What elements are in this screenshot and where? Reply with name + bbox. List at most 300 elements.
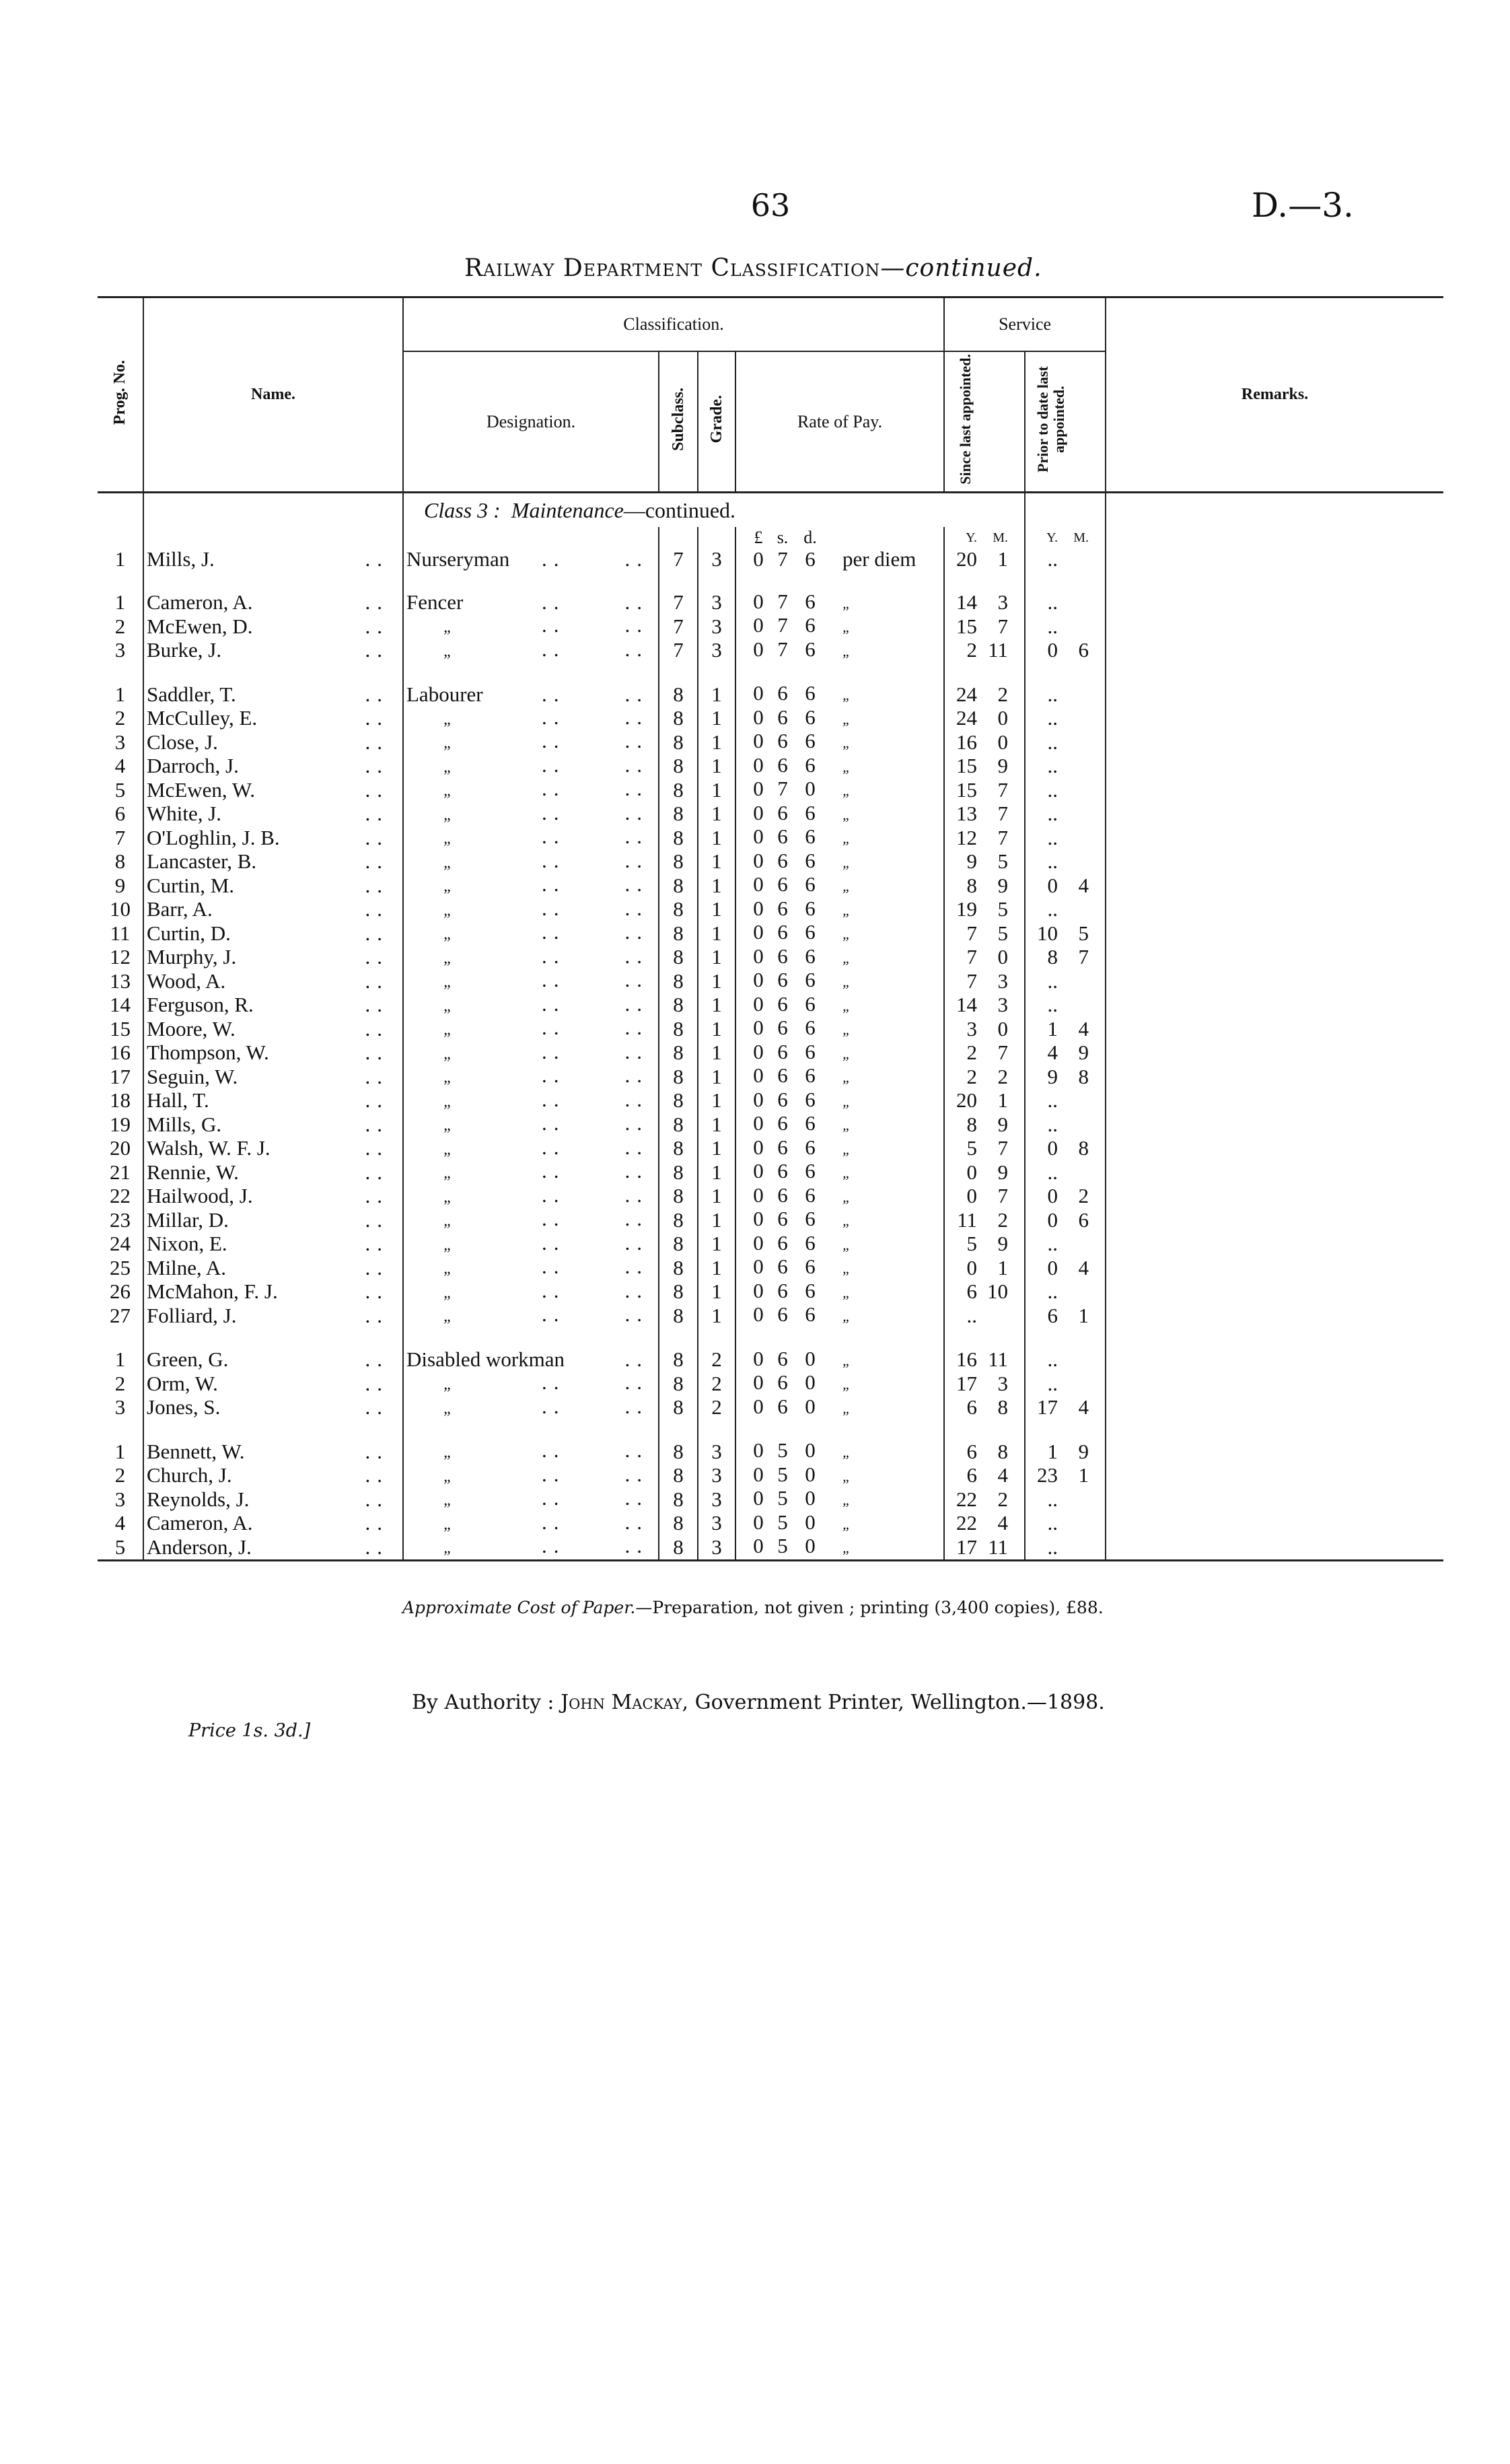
since-last-appointed: 14 3 — [944, 591, 1025, 615]
prog-no: 26 — [110, 1279, 131, 1303]
rate-of-pay: 0 6 6 „ — [735, 1089, 944, 1113]
since-last-appointed: 19 5 — [944, 898, 1025, 922]
grade: 3 — [698, 549, 735, 571]
prog-no: 8 — [114, 849, 126, 873]
subclass: 8 — [659, 1304, 698, 1328]
remarks — [1106, 778, 1443, 802]
remarks — [1106, 1372, 1443, 1396]
prior-to-date: .. — [1025, 826, 1106, 850]
page-title-continued: —continued. — [880, 254, 1042, 282]
subclass: 8 — [659, 1512, 698, 1536]
designation: „ .. .. — [403, 1232, 659, 1257]
subclass: 7 — [659, 591, 698, 615]
table-row — [98, 874, 1443, 898]
prog-no: 18 — [110, 1088, 131, 1112]
prior-to-date: 0 6 — [1025, 639, 1106, 663]
table-row — [98, 778, 1443, 802]
grade: 1 — [698, 1160, 735, 1185]
rate-of-pay: 0 6 6 „ — [735, 707, 944, 731]
subclass: 8 — [659, 1535, 698, 1560]
since-last-appointed: 24 0 — [944, 707, 1025, 731]
grade: 3 — [698, 1464, 735, 1488]
employee-name: Church, J. .. — [143, 1464, 403, 1488]
rate-of-pay: 0 5 0 „ — [735, 1487, 944, 1512]
since-last-appointed: 12 7 — [944, 826, 1025, 850]
col-service: Service — [944, 297, 1106, 352]
subclass: 8 — [659, 946, 698, 970]
remarks — [1106, 1256, 1443, 1280]
table-row — [98, 921, 1443, 946]
prior-to-date: .. — [1025, 969, 1106, 993]
employee-name: Orm, W. .. — [143, 1372, 403, 1396]
grade: 3 — [698, 1487, 735, 1512]
classification-table — [98, 296, 1443, 1561]
rate-of-pay: 0 7 0 „ — [735, 778, 944, 802]
designation: „ .. .. — [403, 826, 659, 850]
prog-no: 13 — [110, 969, 131, 993]
table-row — [98, 1160, 1443, 1185]
since-last-appointed: 15 7 — [944, 778, 1025, 802]
table-row — [98, 802, 1443, 826]
since-last-appointed: 20 1 — [944, 549, 1025, 571]
prior-to-date: .. — [1025, 1348, 1106, 1372]
prior-to-date: 0 6 — [1025, 1208, 1106, 1232]
group-spacer — [98, 1328, 1443, 1348]
designation: „ .. .. — [403, 1464, 659, 1488]
grade: 1 — [698, 874, 735, 898]
employee-name: Curtin, M. .. — [143, 874, 403, 898]
since-last-appointed: .. — [944, 1304, 1025, 1328]
prog-no: 25 — [110, 1256, 131, 1279]
prior-to-date: .. — [1025, 1089, 1106, 1113]
subclass: 8 — [659, 1065, 698, 1089]
since-last-appointed: 13 7 — [944, 802, 1025, 826]
prior-to-date: .. — [1025, 1280, 1106, 1304]
remarks — [1106, 993, 1443, 1018]
prior-to-date: 6 1 — [1025, 1304, 1106, 1328]
designation: „ .. .. — [403, 778, 659, 802]
rate-of-pay: 0 6 6 „ — [735, 1280, 944, 1304]
since-last-appointed: 6 10 — [944, 1280, 1025, 1304]
prog-no: 2 — [114, 706, 126, 730]
rate-of-pay: 0 6 6 „ — [735, 1232, 944, 1257]
rate-of-pay: 0 6 6 „ — [735, 1185, 944, 1209]
employee-name: Darroch, J. .. — [143, 754, 403, 779]
rate-of-pay: 0 5 0 „ — [735, 1464, 944, 1488]
table-row — [98, 614, 1443, 639]
table-row — [98, 1232, 1443, 1257]
since-last-appointed: 17 11 — [944, 1535, 1025, 1560]
table-row — [98, 707, 1443, 731]
subclass: 8 — [659, 826, 698, 850]
rate-of-pay: 0 7 6 „ — [735, 591, 944, 615]
table-row — [98, 682, 1443, 707]
prog-no: 5 — [114, 778, 126, 802]
subclass: 8 — [659, 993, 698, 1018]
since-last-appointed: 16 0 — [944, 730, 1025, 754]
prog-no: 7 — [114, 826, 126, 849]
table-row — [98, 993, 1443, 1018]
designation: „ .. .. — [403, 614, 659, 639]
subclass: 8 — [659, 921, 698, 946]
employee-name: O'Loghlin, J. B. .. — [143, 826, 403, 850]
rate-of-pay: 0 6 6 „ — [735, 946, 944, 970]
prog-no: 4 — [114, 1511, 126, 1535]
rate-of-pay: 0 6 6 „ — [735, 1041, 944, 1065]
grade: 1 — [698, 1041, 735, 1065]
grade: 2 — [698, 1396, 735, 1420]
remarks — [1106, 1512, 1443, 1536]
prior-to-date: .. — [1025, 778, 1106, 802]
grade: 3 — [698, 1535, 735, 1560]
remarks — [1106, 1017, 1443, 1041]
rate-of-pay: 0 6 6 „ — [735, 969, 944, 993]
prior-to-date: 17 4 — [1025, 1396, 1106, 1420]
subclass: 8 — [659, 1017, 698, 1041]
employee-name: Mills, J. .. — [143, 549, 403, 571]
table-row — [98, 969, 1443, 993]
since-last-appointed: 6 8 — [944, 1396, 1025, 1420]
grade: 1 — [698, 682, 735, 707]
table-row — [98, 1208, 1443, 1232]
employee-name: Walsh, W. F. J. .. — [143, 1137, 403, 1161]
prior-to-date: .. — [1025, 591, 1106, 615]
remarks — [1106, 946, 1443, 970]
prior-to-date: .. — [1025, 1487, 1106, 1512]
remarks — [1106, 754, 1443, 779]
col-since-last-appointed: Since last appointed. — [944, 351, 1025, 493]
rate-of-pay: 0 6 6 „ — [735, 1256, 944, 1280]
prior-to-date: .. — [1025, 1160, 1106, 1185]
subclass: 8 — [659, 1208, 698, 1232]
designation: „ .. .. — [403, 1535, 659, 1560]
prog-no: 11 — [110, 921, 131, 945]
employee-name: McCulley, E. .. — [143, 707, 403, 731]
rate-of-pay: 0 6 6 „ — [735, 898, 944, 922]
table-row — [98, 549, 1443, 571]
employee-name: Seguin, W. .. — [143, 1065, 403, 1089]
prog-no: 24 — [110, 1232, 131, 1255]
prior-to-date: 4 9 — [1025, 1041, 1106, 1065]
since-last-appointed: 5 9 — [944, 1232, 1025, 1257]
designation: Labourer .. .. — [403, 682, 659, 707]
grade: 3 — [698, 591, 735, 615]
subclass: 8 — [659, 1041, 698, 1065]
prior-to-date: .. — [1025, 1372, 1106, 1396]
grade: 3 — [698, 614, 735, 639]
designation: „ .. .. — [403, 1208, 659, 1232]
table-row — [98, 639, 1443, 663]
prog-no: 4 — [114, 754, 126, 777]
col-rate-of-pay: Rate of Pay. — [735, 351, 944, 493]
subclass: 8 — [659, 874, 698, 898]
designation: „ .. .. — [403, 850, 659, 874]
designation: „ .. .. — [403, 1487, 659, 1512]
rate-of-pay: 0 6 6 „ — [735, 993, 944, 1018]
prog-no: 22 — [110, 1184, 131, 1207]
remarks — [1106, 1464, 1443, 1488]
subclass: 8 — [659, 730, 698, 754]
grade: 1 — [698, 778, 735, 802]
rate-of-pay: 0 6 6 „ — [735, 1017, 944, 1041]
remarks — [1106, 614, 1443, 639]
since-last-appointed: 17 3 — [944, 1372, 1025, 1396]
since-last-appointed: 2 11 — [944, 639, 1025, 663]
grade: 1 — [698, 1113, 735, 1137]
subclass: 8 — [659, 1487, 698, 1512]
designation: „ .. .. — [403, 1280, 659, 1304]
designation: „ .. .. — [403, 1017, 659, 1041]
rate-of-pay: 0 6 6 „ — [735, 1208, 944, 1232]
prior-to-date: .. — [1025, 614, 1106, 639]
grade: 1 — [698, 1208, 735, 1232]
employee-name: Green, G. .. — [143, 1348, 403, 1372]
designation: „ .. .. — [403, 1440, 659, 1464]
since-last-appointed: 5 7 — [944, 1137, 1025, 1161]
pay-units: £ s. d. — [735, 527, 944, 549]
subclass: 8 — [659, 1372, 698, 1396]
since-last-appointed: 2 7 — [944, 1041, 1025, 1065]
prior-to-date: 0 4 — [1025, 874, 1106, 898]
grade: 1 — [698, 1089, 735, 1113]
prog-no: 1 — [114, 1347, 126, 1371]
designation: „ .. .. — [403, 639, 659, 663]
employee-name: McMahon, F. J. .. — [143, 1280, 403, 1304]
remarks — [1106, 1280, 1443, 1304]
grade: 1 — [698, 1185, 735, 1209]
grade: 1 — [698, 993, 735, 1018]
prog-no: 17 — [110, 1065, 131, 1088]
prog-no: 9 — [114, 874, 126, 897]
prior-to-date: 8 7 — [1025, 946, 1106, 970]
prog-no: 2 — [114, 1463, 126, 1487]
designation: „ .. .. — [403, 993, 659, 1018]
subclass: 8 — [659, 850, 698, 874]
since-last-appointed: 11 2 — [944, 1208, 1025, 1232]
grade: 1 — [698, 946, 735, 970]
table-row — [98, 850, 1443, 874]
table-row — [98, 898, 1443, 922]
rate-of-pay: 0 6 6 „ — [735, 850, 944, 874]
prog-no: 2 — [114, 1372, 126, 1395]
subclass: 8 — [659, 1185, 698, 1209]
table-body — [98, 493, 1443, 1561]
employee-name: Ferguson, R. .. — [143, 993, 403, 1018]
rate-of-pay: 0 7 6 „ — [735, 639, 944, 663]
employee-name: White, J. .. — [143, 802, 403, 826]
designation: „ .. .. — [403, 1089, 659, 1113]
employee-name: Bennett, W. .. — [143, 1440, 403, 1464]
prior-to-date: 1 4 — [1025, 1017, 1106, 1041]
table-row — [98, 1065, 1443, 1089]
table-row — [98, 1041, 1443, 1065]
remarks — [1106, 1208, 1443, 1232]
employee-name: Nixon, E. .. — [143, 1232, 403, 1257]
col-name: Name. — [143, 297, 403, 493]
table-row — [98, 591, 1443, 615]
employee-name: Hall, T. .. — [143, 1089, 403, 1113]
designation: „ .. .. — [403, 1396, 659, 1420]
class-heading-row — [98, 493, 1443, 528]
subclass: 8 — [659, 969, 698, 993]
table-row — [98, 1256, 1443, 1280]
prior-units: Y. M. — [1025, 527, 1106, 549]
since-last-appointed: 7 3 — [944, 969, 1025, 993]
prog-no: 10 — [110, 897, 131, 921]
designation: „ .. .. — [403, 754, 659, 779]
subclass: 8 — [659, 1256, 698, 1280]
subclass: 8 — [659, 1113, 698, 1137]
employee-name: Wood, A. .. — [143, 969, 403, 993]
table-row — [98, 730, 1443, 754]
rate-of-pay: 0 6 6 „ — [735, 1065, 944, 1089]
designation: Fencer .. .. — [403, 591, 659, 615]
remarks — [1106, 802, 1443, 826]
grade: 3 — [698, 1512, 735, 1536]
remarks — [1106, 874, 1443, 898]
rate-of-pay: 0 6 0 „ — [735, 1372, 944, 1396]
prog-no: 3 — [114, 730, 126, 754]
remarks — [1106, 1396, 1443, 1420]
since-last-appointed: 9 5 — [944, 850, 1025, 874]
grade: 2 — [698, 1348, 735, 1372]
designation: „ .. .. — [403, 969, 659, 993]
designation: „ .. .. — [403, 1113, 659, 1137]
remarks — [1106, 1065, 1443, 1089]
subclass: 8 — [659, 898, 698, 922]
prog-no: 1 — [114, 549, 126, 571]
subclass: 7 — [659, 549, 698, 571]
printer-authority: By Authority : John Mackay, Government Printer, Wellington.—1898. — [412, 1691, 1105, 1714]
grade: 3 — [698, 639, 735, 663]
subclass: 8 — [659, 1280, 698, 1304]
prior-to-date: .. — [1025, 730, 1106, 754]
remarks — [1106, 1348, 1443, 1372]
remarks — [1106, 1041, 1443, 1065]
prog-no: 3 — [114, 1395, 126, 1419]
subclass: 8 — [659, 1160, 698, 1185]
remarks — [1106, 682, 1443, 707]
group-spacer — [98, 571, 1443, 591]
prior-to-date: 23 1 — [1025, 1464, 1106, 1488]
remarks — [1106, 1160, 1443, 1185]
rate-of-pay: 0 6 6 „ — [735, 1160, 944, 1185]
rate-of-pay: 0 7 6 per diem — [735, 549, 944, 571]
prog-no: 27 — [110, 1304, 131, 1327]
page-title-main: Railway Department Classification — [464, 254, 881, 282]
rate-of-pay: 0 6 0 „ — [735, 1396, 944, 1420]
subclass: 8 — [659, 1348, 698, 1372]
rate-of-pay: 0 6 6 „ — [735, 921, 944, 946]
prog-no: 6 — [114, 802, 126, 825]
designation: „ .. .. — [403, 707, 659, 731]
prior-to-date: 0 4 — [1025, 1256, 1106, 1280]
since-last-appointed: 2 2 — [944, 1065, 1025, 1089]
prior-to-date: .. — [1025, 802, 1106, 826]
rate-of-pay: 0 6 6 „ — [735, 1304, 944, 1328]
prior-to-date: .. — [1025, 1113, 1106, 1137]
since-last-appointed: 0 1 — [944, 1256, 1025, 1280]
remarks — [1106, 1440, 1443, 1464]
col-prior-to-date: Prior to date last appointed. — [1025, 351, 1106, 493]
table-row — [98, 754, 1443, 779]
grade: 1 — [698, 802, 735, 826]
subclass: 8 — [659, 1232, 698, 1257]
remarks — [1106, 639, 1443, 663]
subclass: 8 — [659, 1137, 698, 1161]
subclass: 8 — [659, 707, 698, 731]
col-grade: Grade. — [698, 351, 735, 493]
remarks — [1106, 1185, 1443, 1209]
remarks — [1106, 1113, 1443, 1137]
rate-of-pay: 0 6 6 „ — [735, 754, 944, 779]
prior-to-date: 9 8 — [1025, 1065, 1106, 1089]
since-last-appointed: 7 5 — [944, 921, 1025, 946]
since-last-appointed: 15 7 — [944, 614, 1025, 639]
remarks — [1106, 1487, 1443, 1512]
designation: Nurseryman .. .. — [403, 549, 659, 571]
rate-of-pay: 0 6 6 „ — [735, 1137, 944, 1161]
grade: 1 — [698, 1017, 735, 1041]
subclass: 8 — [659, 754, 698, 779]
remarks — [1106, 591, 1443, 615]
remarks — [1106, 1304, 1443, 1328]
prog-no: 16 — [110, 1041, 131, 1064]
table-row — [98, 946, 1443, 970]
table-row — [98, 1185, 1443, 1209]
since-last-appointed: 0 9 — [944, 1160, 1025, 1185]
prog-no: 12 — [110, 945, 131, 969]
prior-to-date: 0 8 — [1025, 1137, 1106, 1161]
prior-to-date: .. — [1025, 754, 1106, 779]
subclass: 8 — [659, 1089, 698, 1113]
table-row — [98, 1137, 1443, 1161]
table-row — [98, 1464, 1443, 1488]
since-last-appointed: 15 9 — [944, 754, 1025, 779]
employee-name: Close, J. .. — [143, 730, 403, 754]
remarks — [1106, 1232, 1443, 1257]
since-last-appointed: 6 4 — [944, 1464, 1025, 1488]
subclass: 7 — [659, 614, 698, 639]
designation: „ .. .. — [403, 1372, 659, 1396]
rate-of-pay: 0 6 6 „ — [735, 682, 944, 707]
grade: 1 — [698, 898, 735, 922]
subclass: 8 — [659, 778, 698, 802]
prior-to-date: 10 5 — [1025, 921, 1106, 946]
table-row — [98, 1487, 1443, 1512]
rate-of-pay: 0 6 6 „ — [735, 1113, 944, 1137]
grade: 1 — [698, 1256, 735, 1280]
prog-no: 3 — [114, 638, 126, 662]
table-row — [98, 1535, 1443, 1560]
remarks — [1106, 730, 1443, 754]
prior-to-date: .. — [1025, 850, 1106, 874]
designation: „ .. .. — [403, 1256, 659, 1280]
employee-name: Burke, J. .. — [143, 639, 403, 663]
since-last-appointed: 0 7 — [944, 1185, 1025, 1209]
grade: 1 — [698, 921, 735, 946]
table-row — [98, 1280, 1443, 1304]
prior-to-date: .. — [1025, 682, 1106, 707]
rate-of-pay: 0 6 6 „ — [735, 802, 944, 826]
designation: „ .. .. — [403, 946, 659, 970]
subclass: 8 — [659, 1440, 698, 1464]
class-heading: Class 3 : Maintenance—continued. — [403, 493, 1025, 528]
employee-name: Cameron, A. .. — [143, 591, 403, 615]
prog-no: 14 — [110, 993, 131, 1016]
prog-no: 15 — [110, 1017, 131, 1041]
grade: 1 — [698, 1232, 735, 1257]
